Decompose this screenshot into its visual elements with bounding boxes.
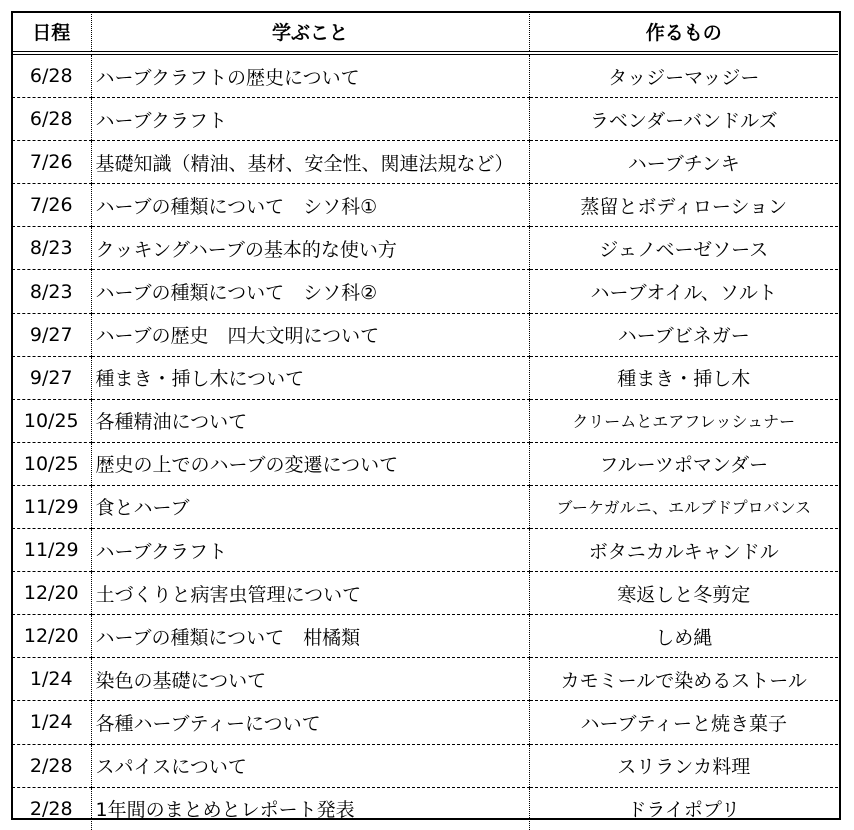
cell-make: ドライポプリ bbox=[529, 787, 838, 830]
cell-learn: ハーブクラフト bbox=[91, 529, 529, 572]
cell-make: ボタニカルキャンドル bbox=[529, 529, 838, 572]
table-row bbox=[12, 442, 838, 485]
cell-date: 8/23 bbox=[12, 270, 91, 313]
header-make: 作るもの bbox=[645, 22, 722, 44]
cell-date: 11/29 bbox=[12, 529, 91, 572]
cell-make: フルーツポマンダー bbox=[529, 442, 838, 485]
cell-date: 12/20 bbox=[12, 615, 91, 658]
cell-learn: ハーブの種類について 柑橘類 bbox=[91, 615, 529, 658]
cell-make: ラベンダーバンドルズ bbox=[529, 98, 838, 141]
cell-make: ハーブティーと焼き菓子 bbox=[529, 701, 838, 744]
cell-make: 寒返しと冬剪定 bbox=[529, 572, 838, 615]
cell-date: 11/29 bbox=[12, 485, 91, 528]
table-row bbox=[12, 270, 838, 313]
table-body bbox=[12, 53, 838, 830]
cell-date: 9/27 bbox=[12, 356, 91, 399]
table-row bbox=[12, 399, 838, 442]
cell-learn: ハーブの種類について シソ科① bbox=[91, 184, 529, 227]
cell-make: クリームとエアフレッシュナー bbox=[529, 399, 838, 442]
table-row bbox=[12, 227, 838, 270]
table-row bbox=[12, 98, 838, 141]
cell-make: しめ縄 bbox=[529, 615, 838, 658]
cell-make: ジェノベーゼソース bbox=[529, 227, 838, 270]
cell-date: 2/28 bbox=[12, 744, 91, 787]
table-row bbox=[12, 615, 838, 658]
cell-learn: スパイスについて bbox=[91, 744, 529, 787]
table-row bbox=[12, 184, 838, 227]
cell-date: 6/28 bbox=[12, 53, 91, 98]
cell-make: カモミールで染めるストール bbox=[529, 658, 838, 701]
cell-learn: 種まき・挿し木について bbox=[91, 356, 529, 399]
header-row bbox=[12, 12, 838, 53]
cell-learn: 歴史の上でのハーブの変遷について bbox=[91, 442, 529, 485]
cell-learn: 土づくりと病害虫管理について bbox=[91, 572, 529, 615]
cell-learn: ハーブクラフト bbox=[91, 98, 529, 141]
header-date: 日程 bbox=[12, 12, 91, 53]
cell-learn: 1年間のまとめとレポート発表 bbox=[91, 787, 529, 830]
cell-date: 7/26 bbox=[12, 184, 91, 227]
table-header bbox=[12, 12, 838, 53]
cell-date: 8/23 bbox=[12, 227, 91, 270]
schedule-table bbox=[12, 12, 838, 830]
cell-make: ハーブチンキ bbox=[529, 141, 838, 184]
cell-learn: 基礎知識（精油、基材、安全性、関連法規など） bbox=[91, 141, 529, 184]
table-row bbox=[12, 744, 838, 787]
table-row bbox=[12, 529, 838, 572]
cell-make: タッジーマッジー bbox=[608, 66, 760, 89]
cell-date: 2/28 bbox=[12, 787, 91, 830]
cell-make: 蒸留とボディローション bbox=[529, 184, 838, 227]
cell-learn: ハーブクラフトの歴史について bbox=[91, 53, 529, 98]
table-row bbox=[12, 572, 838, 615]
cell-make: ハーブビネガー bbox=[529, 313, 838, 356]
cell-date: 1/24 bbox=[12, 658, 91, 701]
table-row bbox=[12, 53, 838, 98]
table-row bbox=[12, 787, 838, 830]
cell-make: ブーケガルニ、エルブドプロバンス bbox=[529, 485, 838, 528]
table-row bbox=[12, 701, 838, 744]
cell-learn: ハーブの歴史 四大文明について bbox=[91, 313, 529, 356]
cell-date: 10/25 bbox=[12, 442, 91, 485]
cell-make: ハーブオイル、ソルト bbox=[529, 270, 838, 313]
cell-learn: 食とハーブ bbox=[91, 485, 529, 528]
table-row bbox=[12, 356, 838, 399]
cell-make: 種まき・挿し木 bbox=[529, 356, 838, 399]
cell-date: 7/26 bbox=[12, 141, 91, 184]
table-row bbox=[12, 313, 838, 356]
cell-date: 9/27 bbox=[12, 313, 91, 356]
cell-learn: クッキングハーブの基本的な使い方 bbox=[91, 227, 529, 270]
table-row bbox=[12, 141, 838, 184]
cell-learn: 染色の基礎について bbox=[91, 658, 529, 701]
table-row bbox=[12, 485, 838, 528]
header-learn: 学ぶこと bbox=[91, 12, 529, 53]
cell-learn: ハーブの種類について シソ科② bbox=[91, 270, 529, 313]
cell-date: 6/28 bbox=[12, 98, 91, 141]
cell-learn: 各種精油について bbox=[91, 399, 529, 442]
cell-date: 1/24 bbox=[12, 701, 91, 744]
table-row bbox=[12, 658, 838, 701]
cell-date: 12/20 bbox=[12, 572, 91, 615]
cell-learn: 各種ハーブティーについて bbox=[91, 701, 529, 744]
cell-make: スリランカ料理 bbox=[529, 744, 838, 787]
cell-date: 10/25 bbox=[12, 399, 91, 442]
